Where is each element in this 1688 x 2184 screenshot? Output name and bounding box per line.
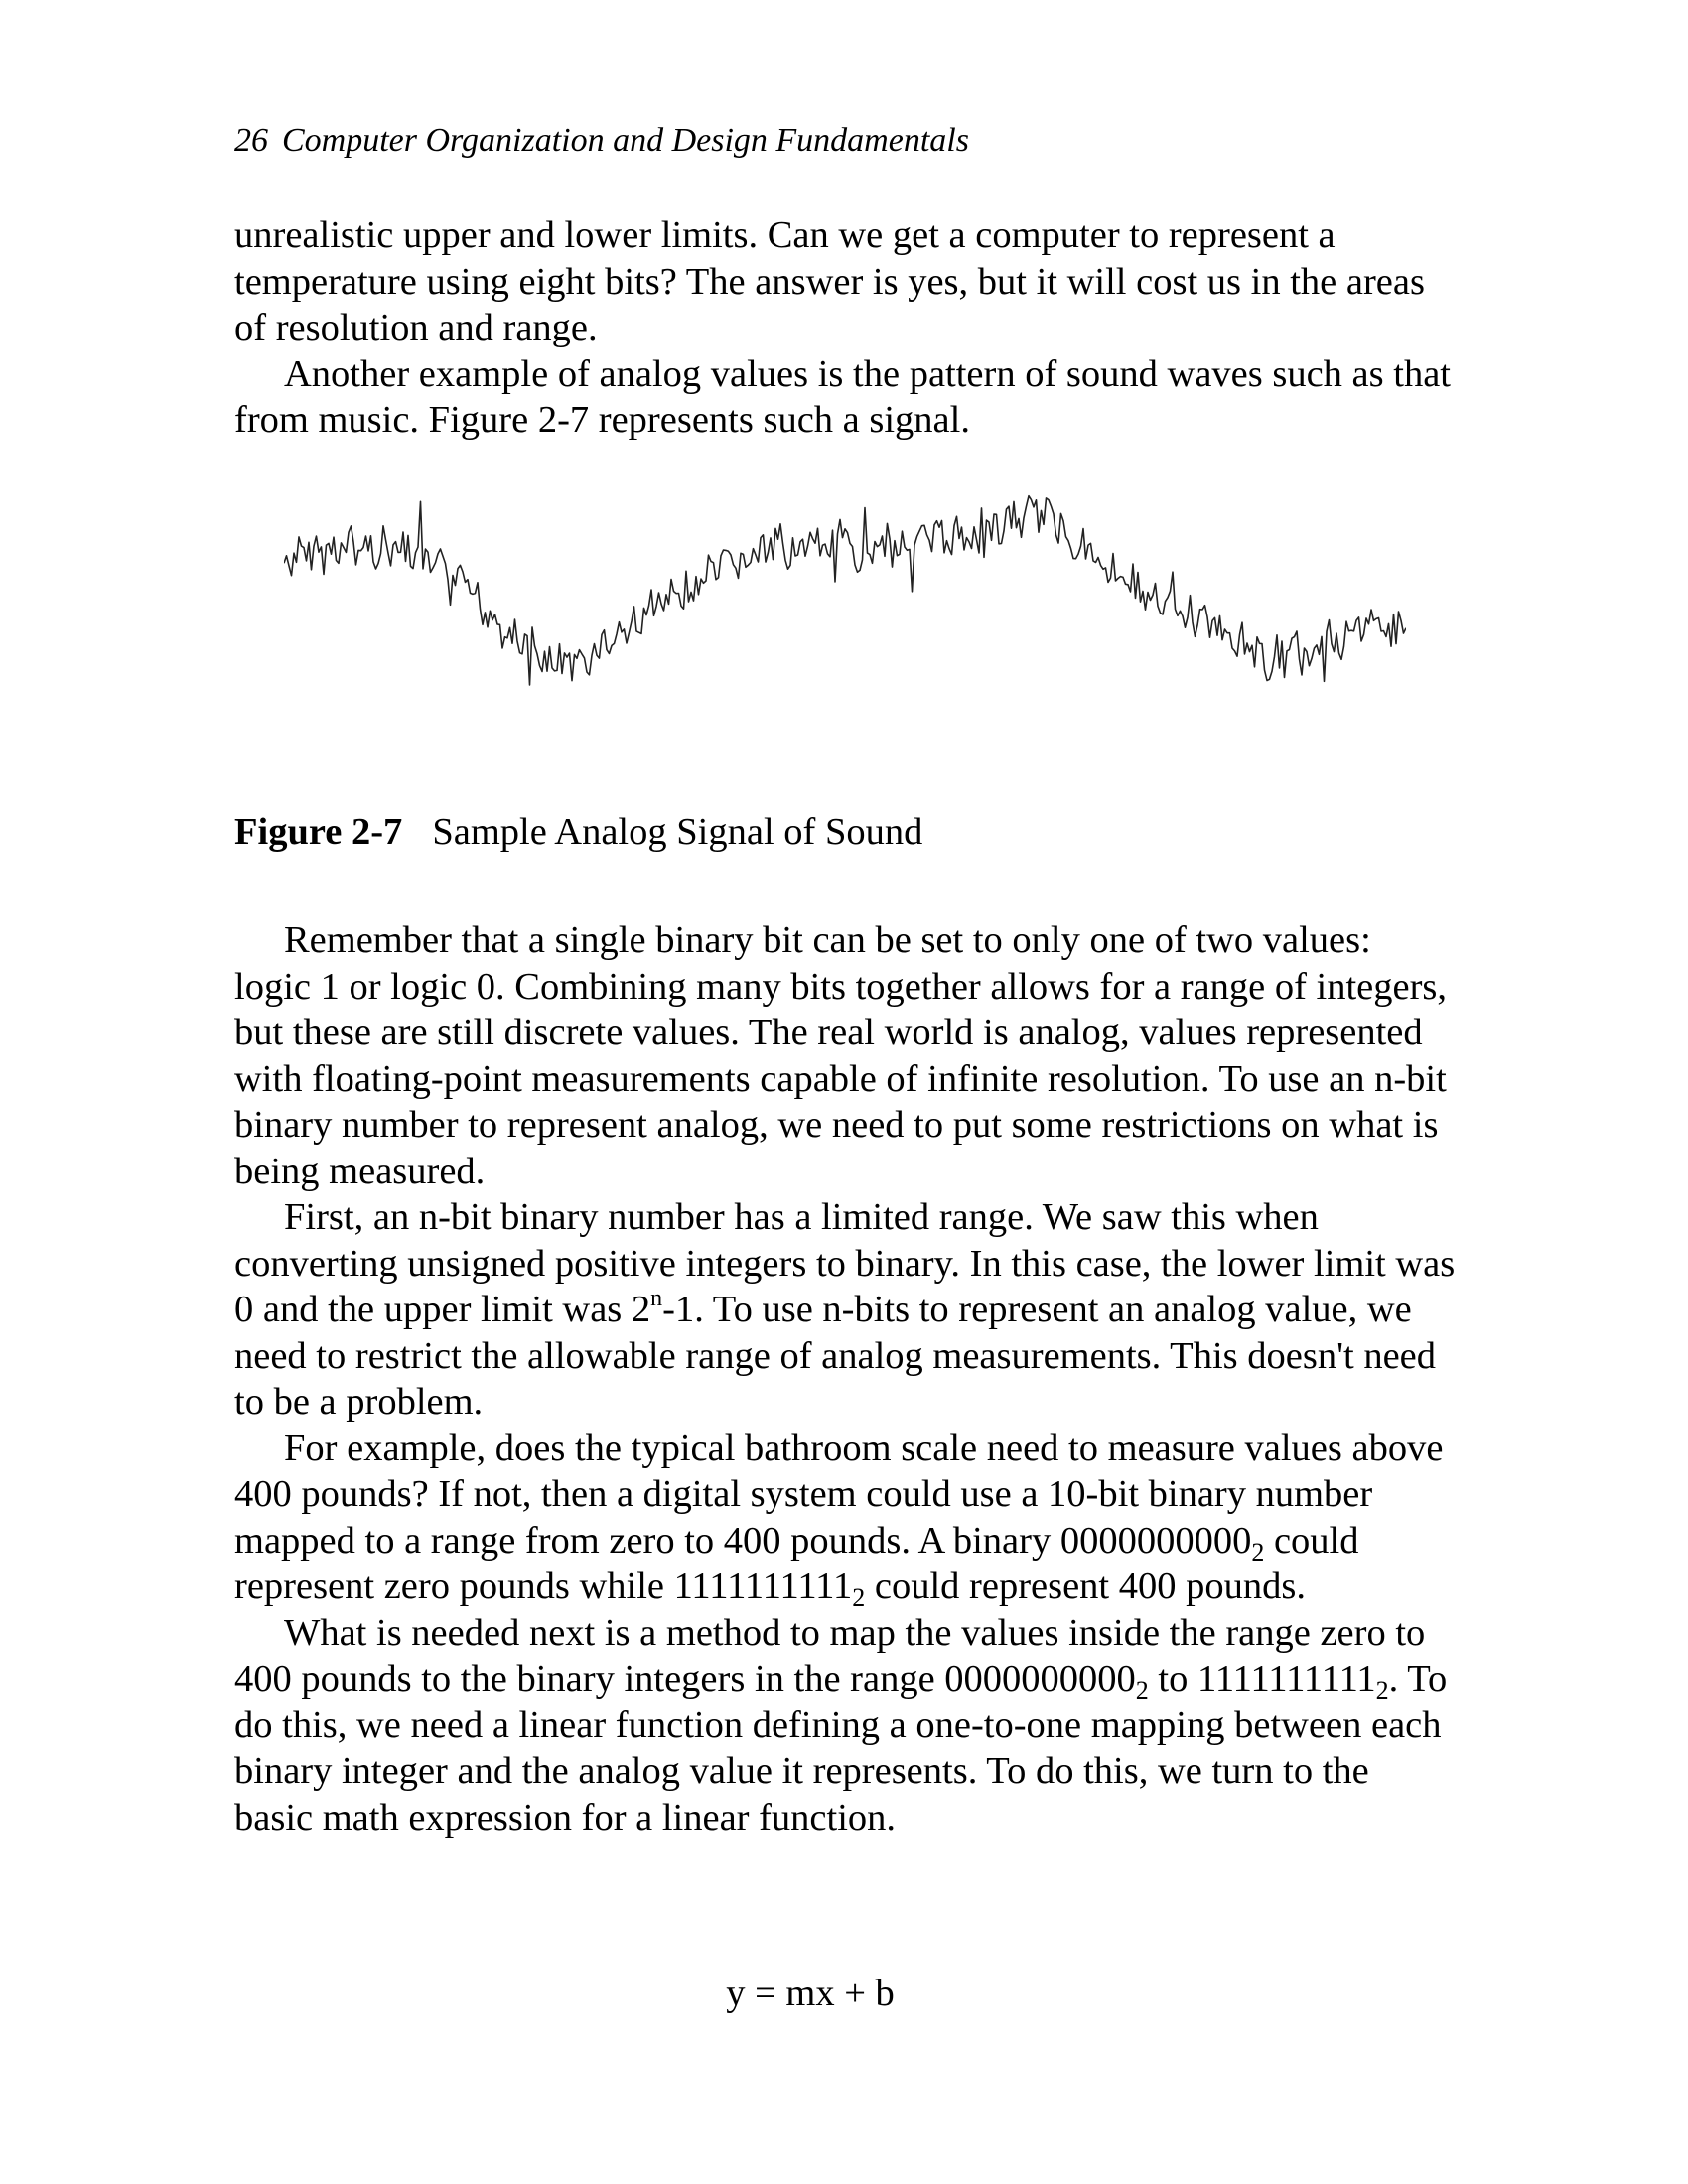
superscript-n: n <box>650 1286 663 1311</box>
figure-caption <box>234 809 922 855</box>
linear-equation: y = mx + b <box>726 1973 895 2014</box>
p5-text-b: could represent zero pounds while 1111111111 <box>234 1519 1359 1607</box>
p5-text-a: For example, does the typical bathroom scale need to measure values above 400 pounds? If not, then a digital system could use a 10-bit binary number mapped to a range from zero to 400 pounds. A binary 0000000000 <box>234 1427 1444 1562</box>
paragraph-5 <box>234 1426 1456 1610</box>
paragraph-1: unrealistic upper and lower limits. Can we get a computer to represent a temperature using eight bits? The answer is yes, but it will cost us in the areas of resolution and range. <box>234 214 1425 348</box>
p5-text-c: could represent 400 pounds. <box>865 1566 1306 1607</box>
p6-text-a: What is needed next is a method to map the values inside the range zero to 400 pounds to the binary integers in the range 0000000000 <box>234 1611 1426 1700</box>
figure-label: Figure 2-7 <box>234 811 403 853</box>
figure-caption-text: Sample Analog Signal of Sound <box>432 811 923 853</box>
waveform-graphic <box>284 477 1406 745</box>
p6-text-b: to 1111111111 <box>1148 1658 1376 1700</box>
running-header <box>234 121 969 161</box>
p4-text-b: -1. To use n-bits to represent an analog value, we need to restrict the allowable range of analog measurements. This doesn't need to be a problem. <box>234 1289 1437 1423</box>
subscript-base: 2 <box>1135 1676 1149 1705</box>
subscript-base: 2 <box>852 1583 866 1612</box>
paragraph-3: Remember that a single binary bit can be set to only one of two values: logic 1 or logic 0. Combining many bits together allows for a range of integers, but these are still discrete values. The real world is analog, values represented with floating-point measurements capable of infinite resolution. To use an n-bit binary number to represent analog, we need to put some restrictions on what is being measured. <box>234 919 1448 1192</box>
paragraph-4 <box>234 1194 1456 1426</box>
intro-text <box>234 212 1456 444</box>
body-text <box>234 917 1456 1841</box>
p6-text-c: . To do this, we need a linear function defining a one-to-one mapping between each binary integer and the analog value it represents. To do this, we turn to the basic math expression for a linear function. <box>234 1658 1448 1839</box>
subscript-base: 2 <box>1375 1676 1389 1705</box>
waveform-line <box>284 496 1406 685</box>
subscript-base: 2 <box>1251 1537 1265 1567</box>
sound-waveform-figure <box>284 477 1406 745</box>
p4-text-a: First, an n-bit binary number has a limited range. We saw this when converting unsigned positive integers to binary. In this case, the lower limit was 0 and the upper limit was 2 <box>234 1196 1456 1330</box>
paragraph-2: Another example of analog values is the pattern of sound waves such as that from music. Figure 2-7 represents such a signal. <box>234 352 1451 441</box>
page-number: 26 <box>234 122 268 159</box>
book-title: Computer Organization and Design Fundamentals <box>282 122 969 159</box>
paragraph-6 <box>234 1610 1456 1842</box>
